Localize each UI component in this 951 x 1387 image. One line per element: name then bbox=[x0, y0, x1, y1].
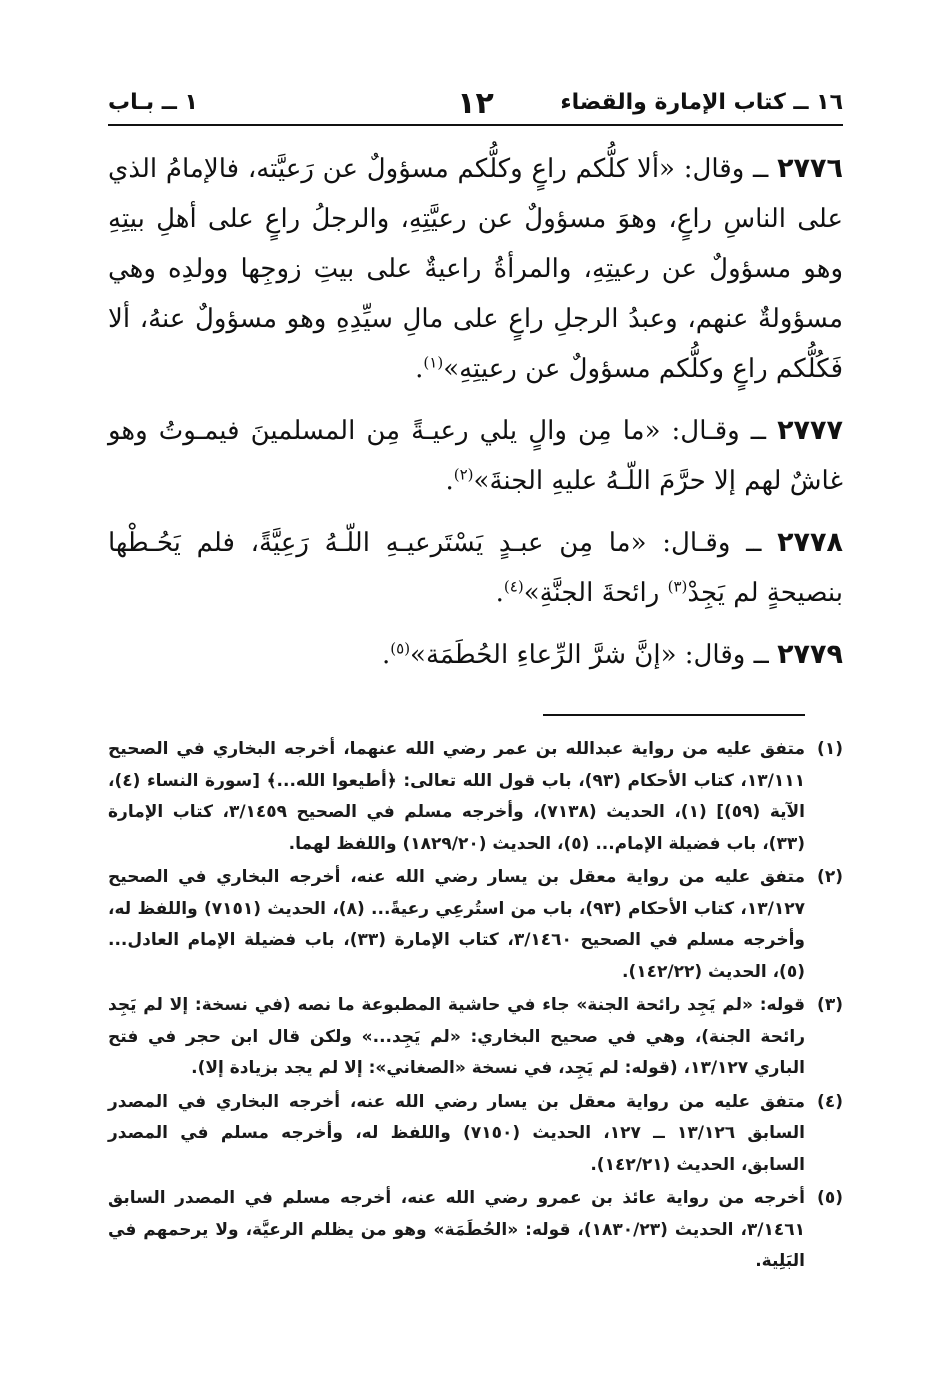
footnote-ref[interactable]: (٥) bbox=[390, 639, 411, 658]
footnote-text: متفق عليه من رواية معقل بن يسار رضي الله عنه، أخرجه البخاري في المصدر السابق ١٣/١٢٦ ــ ١٢٧، الحديث (٧١٥٠) واللفظ له، وأخرجه مسلم في المصدر السابق، الحديث (١٤٢/٢١). bbox=[108, 1091, 805, 1175]
hadith-text: ــ وقال: «إنَّ شرَّ الرِّعاءِ الحُطَمَة» bbox=[410, 640, 769, 670]
footnote bbox=[108, 734, 843, 860]
hadith-text: ــ وقـال: «ما مِن والٍ يلي رعيـةً مِن المسلمينَ فيمـوتُ وهو غاشٌ لهم إلا حرَّمَ اللّـهُ عليهِ الجنةَ» bbox=[108, 416, 843, 496]
main-text bbox=[108, 144, 843, 692]
page-header bbox=[108, 86, 843, 122]
hadith-end: . bbox=[382, 640, 391, 670]
footnote bbox=[108, 862, 843, 988]
hadith-number: ٢٧٧٧ bbox=[777, 415, 843, 446]
page-number: ١٢ bbox=[457, 86, 494, 121]
footnote-number: (٢) bbox=[817, 867, 843, 887]
footnote-ref[interactable]: (١) bbox=[423, 353, 444, 372]
footnote-ref[interactable]: (٤) bbox=[503, 577, 524, 596]
hadith-end: . bbox=[445, 466, 454, 496]
hadith-paragraph bbox=[108, 406, 843, 506]
hadith-paragraph bbox=[108, 518, 843, 618]
header-rule bbox=[108, 124, 843, 126]
hadith-text-continued: رائحةَ الجنَّةِ» bbox=[523, 578, 668, 608]
section-title: ١ ــ بـاب bbox=[108, 90, 198, 115]
footnote bbox=[108, 990, 843, 1085]
hadith-number: ٢٧٧٨ bbox=[777, 527, 843, 558]
hadith-number: ٢٧٧٦ bbox=[777, 153, 843, 184]
chapter-title: ١٦ ــ كتاب الإمارة والقضاء bbox=[560, 90, 843, 115]
footnote-number: (٤) bbox=[817, 1091, 843, 1112]
hadith-paragraph bbox=[108, 144, 843, 394]
hadith-paragraph bbox=[108, 630, 843, 680]
hadith-text: ــ وقال: «ألا كلُّكم راعٍ وكلُّكم مسؤولٌ عن رَعيَّته، فالإمامُ الذي على الناسِ راعٍ، وهوَ مسؤولٌ عن رعيَّتِهِ، والرجلُ راعٍ على أهلِ بيتِهِ وهو مسؤولٌ عن رعيتِهِ، والمرأةُ راعيةٌ على بيتِ زوجِها وولدِه وهي مسؤولةٌ عنهم، وعبدُ الرجلِ راعٍ على مالِ سيِّدِهِ وهو مسؤولٌ عنهُ، ألا فَكُلُّكم راعٍ وكلُّكم مسؤولٌ عن رعيتِهِ» bbox=[108, 154, 843, 384]
footnote-number: (١) bbox=[817, 739, 843, 759]
footnote bbox=[108, 1183, 843, 1278]
footnotes bbox=[108, 734, 843, 1280]
footnote-ref[interactable]: (٢) bbox=[453, 465, 474, 484]
footnote-text: متفق عليه من رواية عبدالله بن عمر رضي الله عنهما، أخرجه البخاري في الصحيح ١٣/١١١، كتاب الأحكام (٩٣)، باب قول الله تعالى: ﴿أطيعوا الله...﴾ [سورة النساء (٤)، الآية (٥٩)] (١)، الحديث (٧١٣٨)، وأخرجه مسلم في الصحيح ٣/١٤٥٩، كتاب الإمارة (٣٣)، باب فضيلة الإمام... (٥)، الحديث (١٨٢٩/٢٠) واللفظ لهما. bbox=[108, 739, 805, 854]
hadith-text: ــ وقـال: «ما مِن عبـدٍ يَسْتَرعيـهِ اللّـهُ رَعِيَّةً، فلم يَحُـطْها بنصيحةٍ لم يَجِدْ bbox=[108, 528, 843, 608]
hadith-end: . bbox=[495, 578, 504, 608]
footnote bbox=[108, 1087, 843, 1182]
footnote-ref[interactable]: (٣) bbox=[667, 577, 688, 596]
footnote-text: أخرجه من رواية عائذ بن عمرو رضي الله عنه، أخرجه مسلم في المصدر السابق ٣/١٤٦١، الحديث (١٨٣٠/٢٣)، قوله: «الحُطَمَة» وهو من يظلم الرعيَّة، ولا يرحمهم في البَلِية. bbox=[108, 1188, 805, 1271]
footnote-text: قوله: «لم يَجِد رائحة الجنة» جاء في حاشية المطبوعة ما نصه (في نسخة: إلا لم يَجِد رائحة الجنة)، وهي في صحيح البخاري: «لم يَجِد...» ولكن قال ابن حجر في فتح الباري ١٣/١٢٧، (قوله: لم يَجِد، في نسخة «الصغاني»: إلا لم يجد بزيادة إلا). bbox=[108, 995, 805, 1078]
footnote-number: (٥) bbox=[817, 1188, 843, 1208]
hadith-number: ٢٧٧٩ bbox=[777, 639, 843, 670]
footnote-number: (٣) bbox=[817, 995, 843, 1015]
footnote-text: متفق عليه من رواية معقل بن يسار رضي الله عنه، أخرجه البخاري في الصحيح ١٣/١٢٧، كتاب الأحكام (٩٣)، باب من استُرعِي رعيةً... (٨)، الحديث (٧١٥١) واللفظ له، وأخرجه مسلم في الصحيح ٣/١٤٦٠، كتاب الإمارة (٣٣)، باب فضيلة الإمام العادل... (٥)، الحديث (١٤٢/٢٢). bbox=[108, 867, 805, 982]
hadith-end: . bbox=[415, 354, 424, 384]
footnote-separator bbox=[543, 714, 805, 716]
